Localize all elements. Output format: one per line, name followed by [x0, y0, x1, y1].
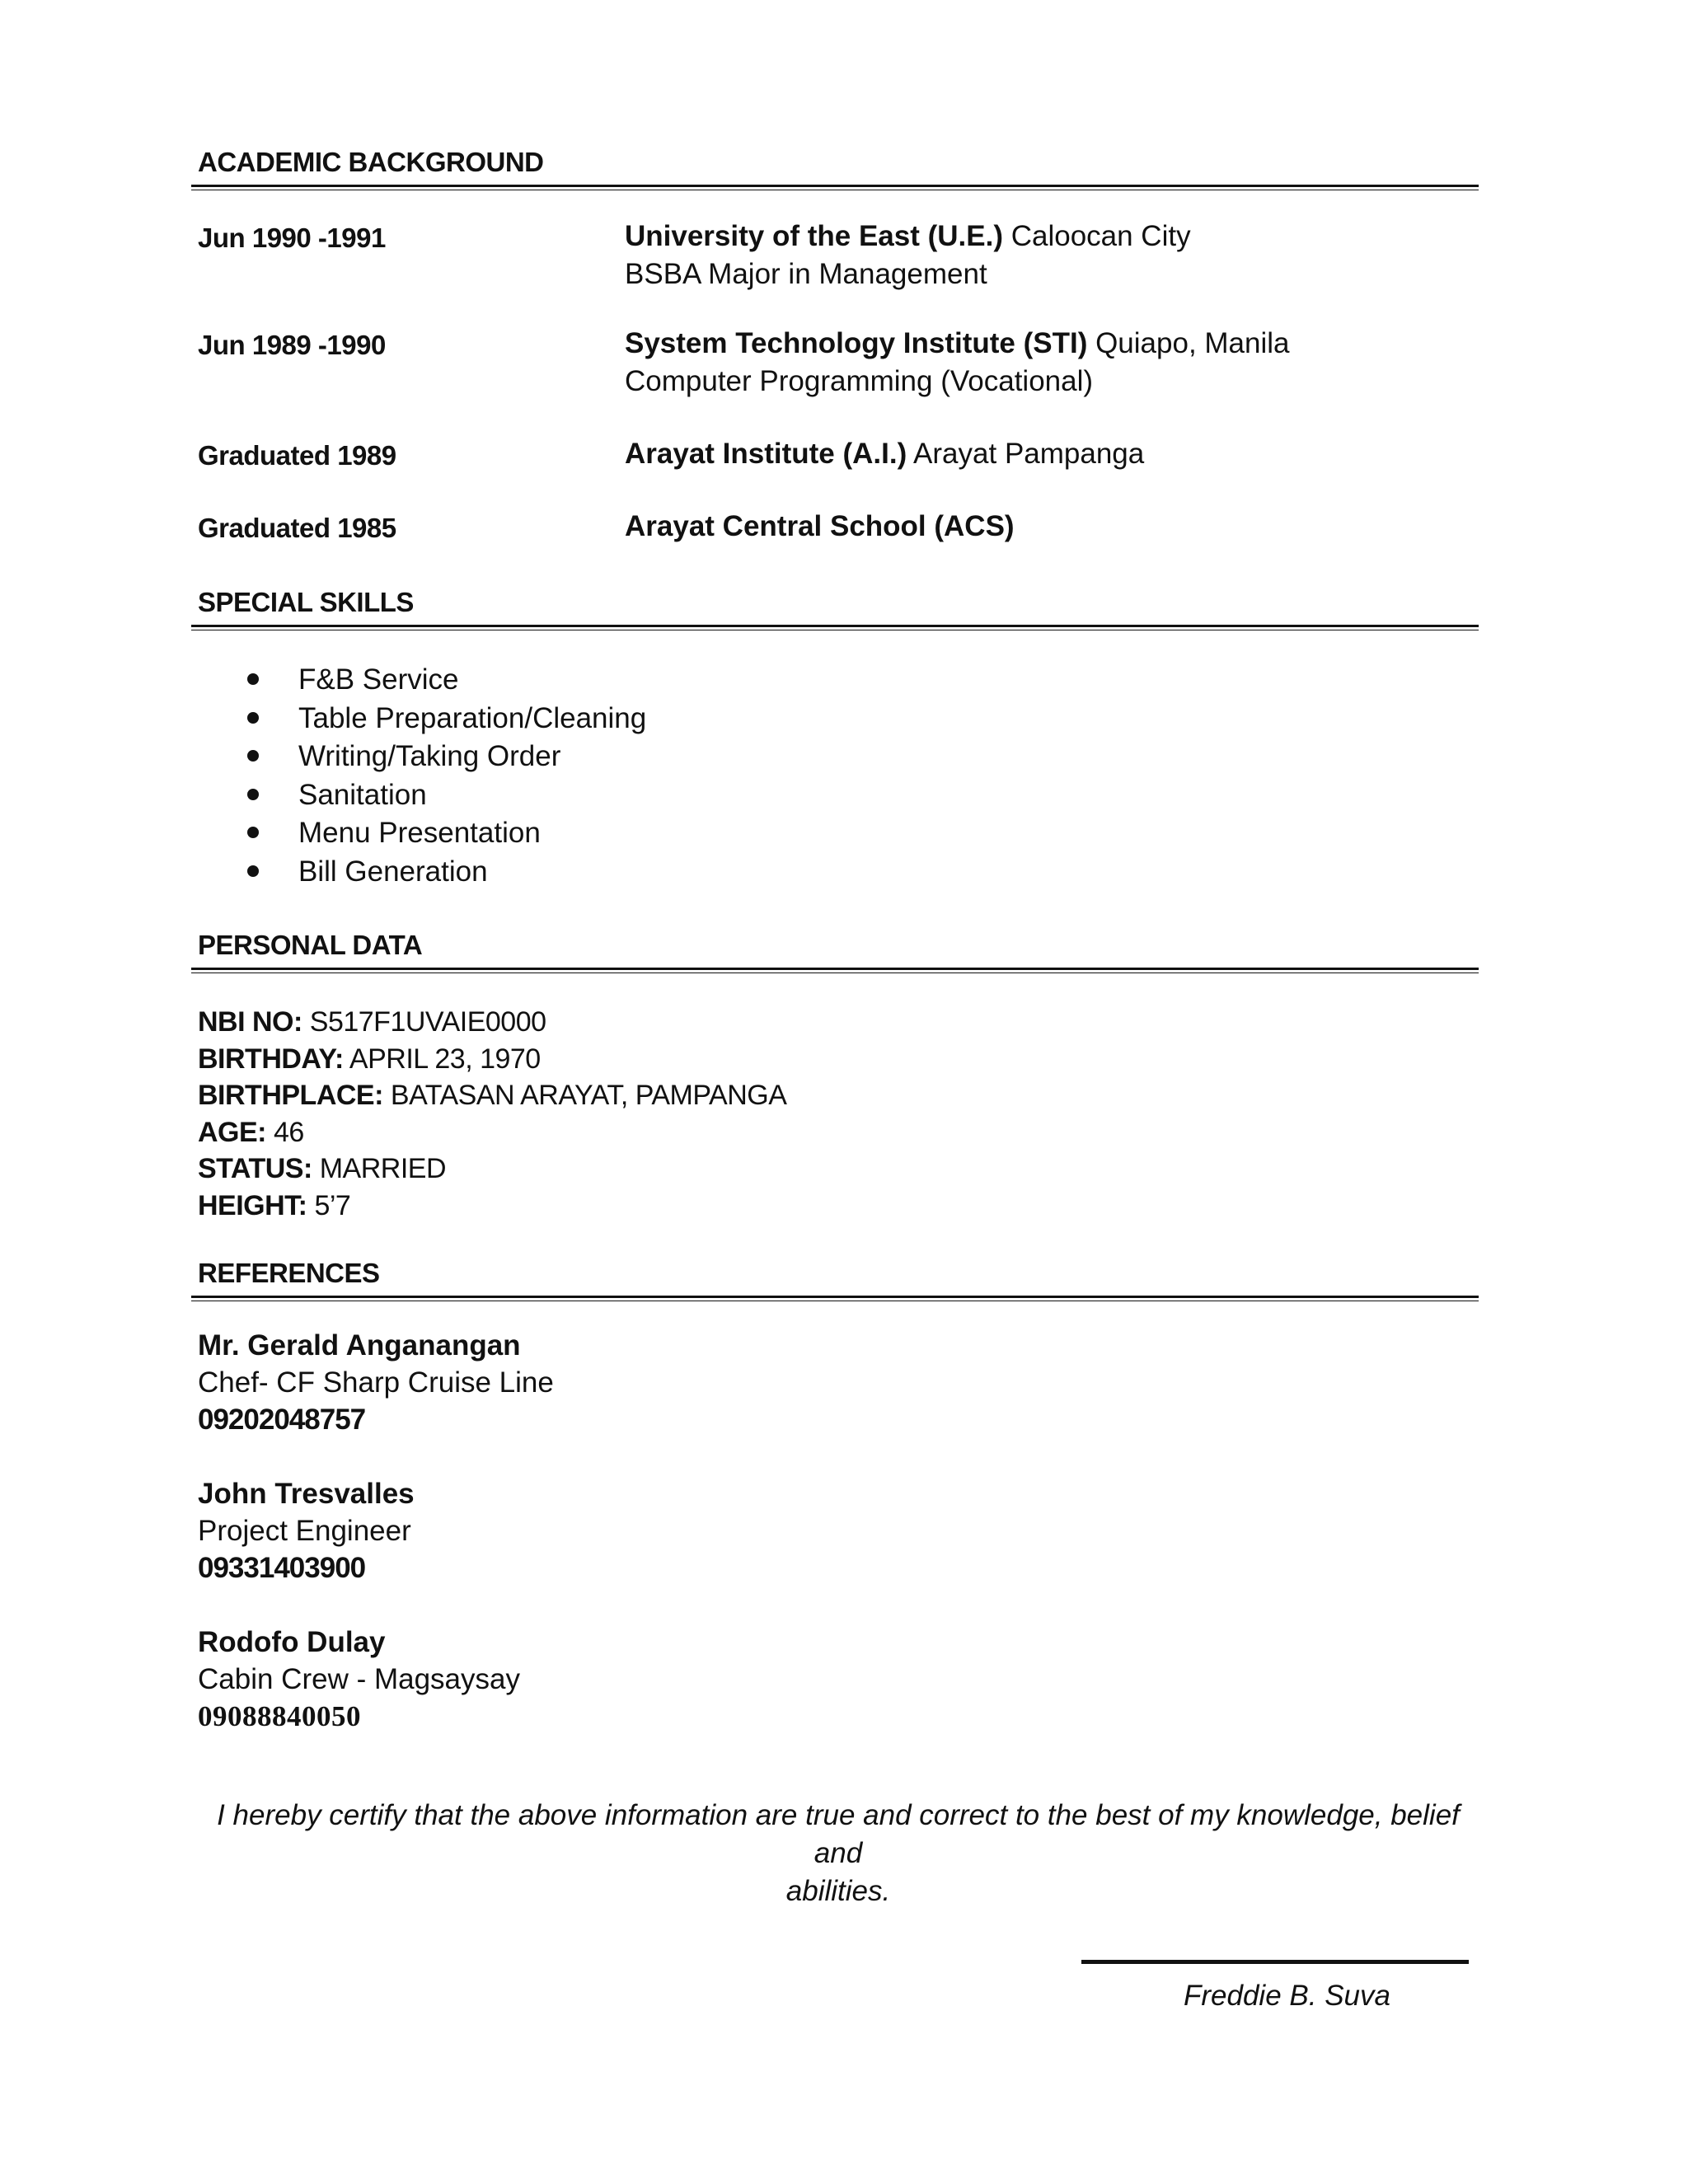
course-detail: Computer Programming (Vocational)	[625, 365, 1094, 397]
field-label: NBI NO:	[198, 1006, 302, 1038]
section-divider	[191, 625, 1479, 630]
bullet-icon	[247, 827, 259, 838]
references-heading: REFERENCES	[198, 1258, 380, 1288]
skill-item	[198, 661, 646, 700]
skills-list	[198, 661, 646, 892]
skill-item	[198, 700, 646, 738]
personal-field	[198, 1188, 786, 1225]
school-location: Quiapo, Manila	[1087, 327, 1290, 359]
course-detail: BSBA Major in Management	[625, 258, 987, 290]
field-value: 46	[273, 1116, 304, 1148]
signature-name: Freddie B. Suva	[1184, 1980, 1390, 2012]
school-location: Caloocan City	[1002, 220, 1191, 252]
certification-statement	[191, 1797, 1485, 1910]
reference-name: John Tresvalles	[198, 1478, 415, 1510]
education-date: Jun 1989 -1990	[198, 330, 386, 360]
bullet-icon	[247, 673, 259, 685]
school-name: University of the East (U.E.)	[625, 220, 1003, 252]
bullet-icon	[247, 865, 259, 877]
school-name: System Technology Institute (STI)	[625, 327, 1088, 359]
skill-item	[198, 738, 646, 776]
field-value: MARRIED	[319, 1153, 447, 1185]
certification-line: I hereby certify that the above information are true and correct to the best of my knowledge, belief and	[217, 1799, 1460, 1869]
reference-role: Project Engineer	[198, 1515, 411, 1547]
personal-data-list	[198, 1004, 786, 1225]
personal-field	[198, 1041, 786, 1078]
personal-field	[198, 1151, 786, 1188]
skill-label: Sanitation	[298, 778, 427, 811]
reference-role: Cabin Crew - Magsaysay	[198, 1663, 520, 1695]
section-divider	[191, 968, 1479, 973]
section-divider	[191, 185, 1479, 190]
reference-name: Mr. Gerald Anganangan	[198, 1329, 521, 1361]
reference-role: Chef- CF Sharp Cruise Line	[198, 1366, 554, 1399]
field-value: 5’7	[314, 1189, 351, 1221]
personal-field	[198, 1077, 786, 1114]
reference-entry	[198, 1475, 415, 1586]
education-date: Graduated 1985	[198, 513, 396, 543]
bullet-icon	[247, 750, 259, 762]
school-name: Arayat Central School (ACS)	[625, 510, 1015, 542]
education-date: Graduated 1989	[198, 440, 396, 471]
school-name: Arayat Institute (A.I.)	[625, 438, 907, 470]
reference-entry	[198, 1624, 520, 1735]
field-label: AGE:	[198, 1116, 266, 1148]
skill-label: F&B Service	[298, 663, 459, 696]
field-label: HEIGHT:	[198, 1189, 307, 1221]
field-value: S517F1UVAIE0000	[309, 1006, 546, 1038]
skill-item	[198, 814, 646, 853]
skill-label: Writing/Taking Order	[298, 740, 561, 773]
field-label: STATUS:	[198, 1153, 312, 1185]
education-date: Jun 1990 -1991	[198, 223, 386, 253]
certification-line: abilities.	[785, 1875, 891, 1907]
reference-phone: 09088840050	[198, 1700, 361, 1732]
skill-label: Table Preparation/Cleaning	[298, 701, 647, 734]
education-entry	[625, 325, 1290, 401]
reference-name: Rodofo Dulay	[198, 1626, 386, 1658]
personal-data-heading: PERSONAL DATA	[198, 930, 423, 960]
skill-item	[198, 776, 646, 815]
reference-entry	[198, 1327, 554, 1438]
field-label: BIRTHDAY:	[198, 1043, 344, 1075]
reference-phone: 09202048757	[198, 1404, 366, 1436]
section-divider	[191, 1296, 1479, 1301]
skill-item	[198, 853, 646, 892]
school-location: Arayat Pampanga	[907, 438, 1145, 470]
signature-line	[1081, 1960, 1469, 1964]
academic-background-heading: ACADEMIC BACKGROUND	[198, 147, 544, 177]
field-label: BIRTHPLACE:	[198, 1080, 383, 1112]
education-entry	[625, 218, 1191, 293]
reference-phone: 09331403900	[198, 1552, 366, 1584]
field-value: BATASAN ARAYAT, PAMPANGA	[390, 1080, 787, 1112]
special-skills-heading: SPECIAL SKILLS	[198, 587, 414, 617]
personal-field	[198, 1004, 786, 1041]
bullet-icon	[247, 712, 259, 724]
skill-label: Bill Generation	[298, 855, 488, 888]
skill-label: Menu Presentation	[298, 817, 541, 850]
personal-field	[198, 1114, 786, 1151]
education-entry	[625, 435, 1144, 473]
education-entry	[625, 508, 1015, 546]
field-value: APRIL 23, 1970	[349, 1043, 541, 1075]
bullet-icon	[247, 789, 259, 800]
